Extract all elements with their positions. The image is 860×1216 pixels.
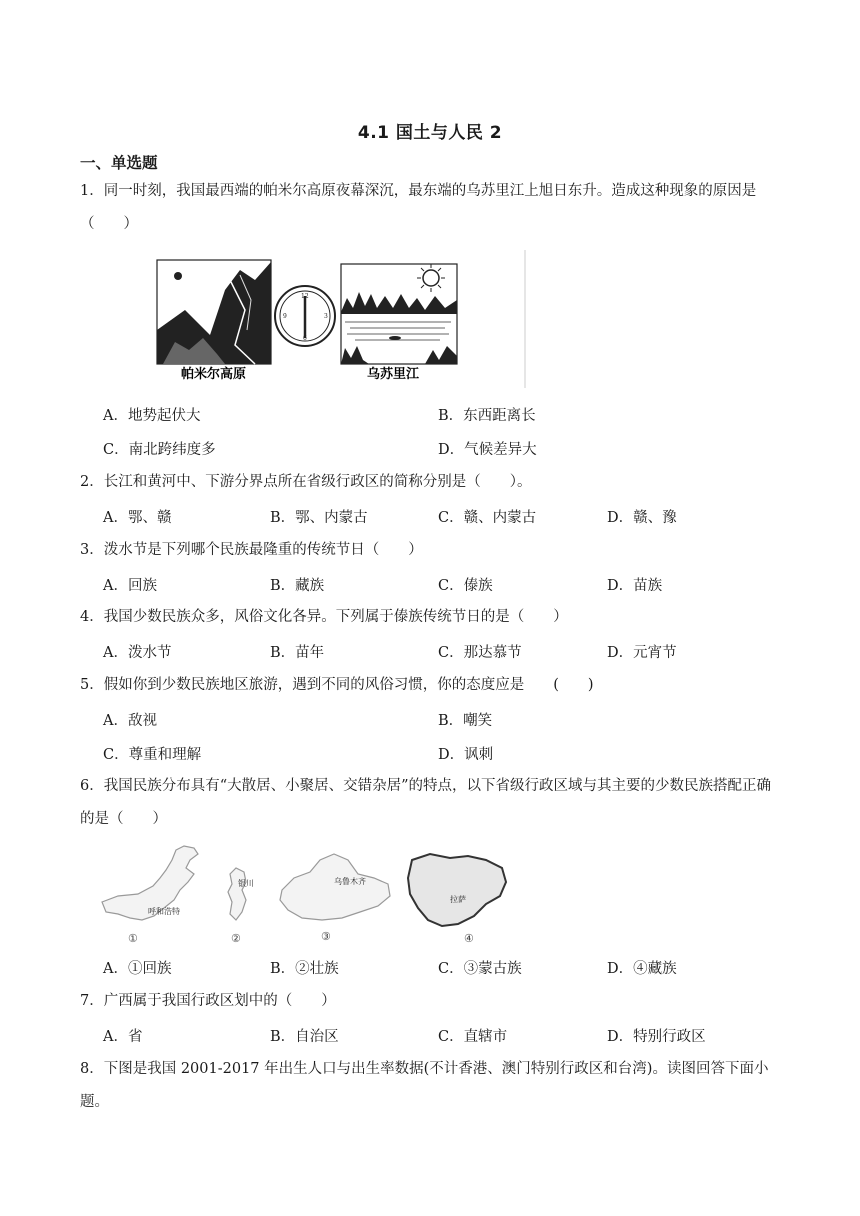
question-6-stem: 6．我国民族分布具有“大散居、小聚居、交错杂居”的特点，以下省级行政区域与其主要的少数民族搭配正确的是（ ） bbox=[80, 778, 772, 827]
question-4-option-b[interactable]: B．苗年 bbox=[270, 645, 325, 661]
figure-caption-left: 帕米尔高原 bbox=[181, 367, 247, 382]
question-5-option-c[interactable]: C．尊重和理解 bbox=[103, 747, 202, 763]
question-7-option-b[interactable]: B．自治区 bbox=[270, 1029, 339, 1045]
clock-icon bbox=[275, 286, 335, 346]
question-2-option-d[interactable]: D．赣、豫 bbox=[607, 510, 677, 526]
question-3-option-d[interactable]: D．苗族 bbox=[607, 578, 663, 594]
question-6-maps bbox=[98, 838, 518, 950]
map-inner-mongolia bbox=[102, 846, 198, 945]
question-5-stem: 5．假如你到少数民族地区旅游，遇到不同的风俗习惯，你的态度应是 ( ) bbox=[80, 677, 594, 693]
map-3-city: 乌鲁木齐 bbox=[334, 877, 366, 886]
question-2-option-c[interactable]: C．赣、内蒙古 bbox=[438, 510, 537, 526]
question-4-stem: 4．我国少数民族众多，风俗文化各异。下列属于傣族传统节日的是（ ） bbox=[80, 609, 568, 625]
question-7-option-a[interactable]: A．省 bbox=[103, 1029, 143, 1045]
question-1-stem: 1．同一时刻，我国最西端的帕米尔高原夜幕深沉，最东端的乌苏里江上旭日东升。造成这种现象的原因是（ ） bbox=[80, 183, 757, 232]
question-5-option-a[interactable]: A．敌视 bbox=[103, 713, 157, 729]
map-4-number: ④ bbox=[464, 932, 474, 945]
map-4-city: 拉萨 bbox=[450, 895, 466, 904]
question-2-option-b[interactable]: B．鄂、内蒙古 bbox=[270, 510, 368, 526]
question-7-option-d[interactable]: D．特别行政区 bbox=[607, 1029, 706, 1045]
question-1-option-b[interactable]: B．东西距离长 bbox=[438, 408, 536, 424]
question-3-option-c[interactable]: C．傣族 bbox=[438, 578, 493, 594]
question-6-option-d[interactable]: D．④藏族 bbox=[607, 961, 677, 977]
svg-text:3: 3 bbox=[324, 313, 328, 320]
map-tibet bbox=[408, 854, 506, 945]
map-1-number: ① bbox=[128, 932, 138, 945]
question-4-option-d[interactable]: D．元宵节 bbox=[607, 645, 677, 661]
question-1-option-c[interactable]: C．南北跨纬度多 bbox=[103, 442, 216, 458]
page-title: 4.1 国土与人民 2 bbox=[357, 123, 503, 143]
question-1-figure bbox=[155, 250, 527, 388]
question-4-option-c[interactable]: C．那达慕节 bbox=[438, 645, 522, 661]
section-heading: 一、单选题 bbox=[80, 154, 158, 172]
question-3-stem: 3．泼水节是下列哪个民族最隆重的传统节日（ ） bbox=[80, 542, 423, 558]
map-1-city: 呼和浩特 bbox=[148, 907, 180, 916]
question-5-option-b[interactable]: B．嘲笑 bbox=[438, 713, 493, 729]
question-7-option-c[interactable]: C．直辖市 bbox=[438, 1029, 508, 1045]
map-xinjiang bbox=[280, 854, 390, 943]
svg-text:9: 9 bbox=[283, 313, 287, 320]
map-3-number: ③ bbox=[321, 930, 331, 943]
question-7-stem: 7．广西属于我国行政区划中的（ ） bbox=[80, 993, 336, 1009]
map-2-city: 银川 bbox=[238, 879, 254, 888]
question-3-option-a[interactable]: A．回族 bbox=[103, 578, 157, 594]
question-2-option-a[interactable]: A．鄂、赣 bbox=[103, 510, 172, 526]
map-2-number: ② bbox=[231, 932, 241, 945]
svg-text:12: 12 bbox=[301, 293, 309, 300]
figure-caption-right: 乌苏里江 bbox=[367, 367, 420, 382]
province-outline-maps bbox=[98, 838, 518, 950]
question-5-option-d[interactable]: D．讽刺 bbox=[438, 747, 494, 763]
svg-text:6: 6 bbox=[303, 335, 307, 342]
question-6-option-c[interactable]: C．③蒙古族 bbox=[438, 961, 522, 977]
map-ningxia bbox=[228, 868, 254, 945]
question-6-option-a[interactable]: A．①回族 bbox=[103, 961, 172, 977]
question-4-option-a[interactable]: A．泼水节 bbox=[103, 645, 172, 661]
night-day-illustration bbox=[155, 250, 527, 388]
question-3-option-b[interactable]: B．藏族 bbox=[270, 578, 325, 594]
question-8-stem: 8．下图是我国 2001-2017 年出生人口与出生率数据(不计香港、澳门特别行政区和台湾)。读图回答下面小题。 bbox=[80, 1061, 769, 1110]
question-1-option-d[interactable]: D．气候差异大 bbox=[438, 442, 537, 458]
question-2-stem: 2．长江和黄河中、下游分界点所在省级行政区的简称分别是（ ）。 bbox=[80, 474, 532, 490]
question-1-option-a[interactable]: A．地势起伏大 bbox=[103, 408, 201, 424]
question-6-option-b[interactable]: B．②壮族 bbox=[270, 961, 339, 977]
